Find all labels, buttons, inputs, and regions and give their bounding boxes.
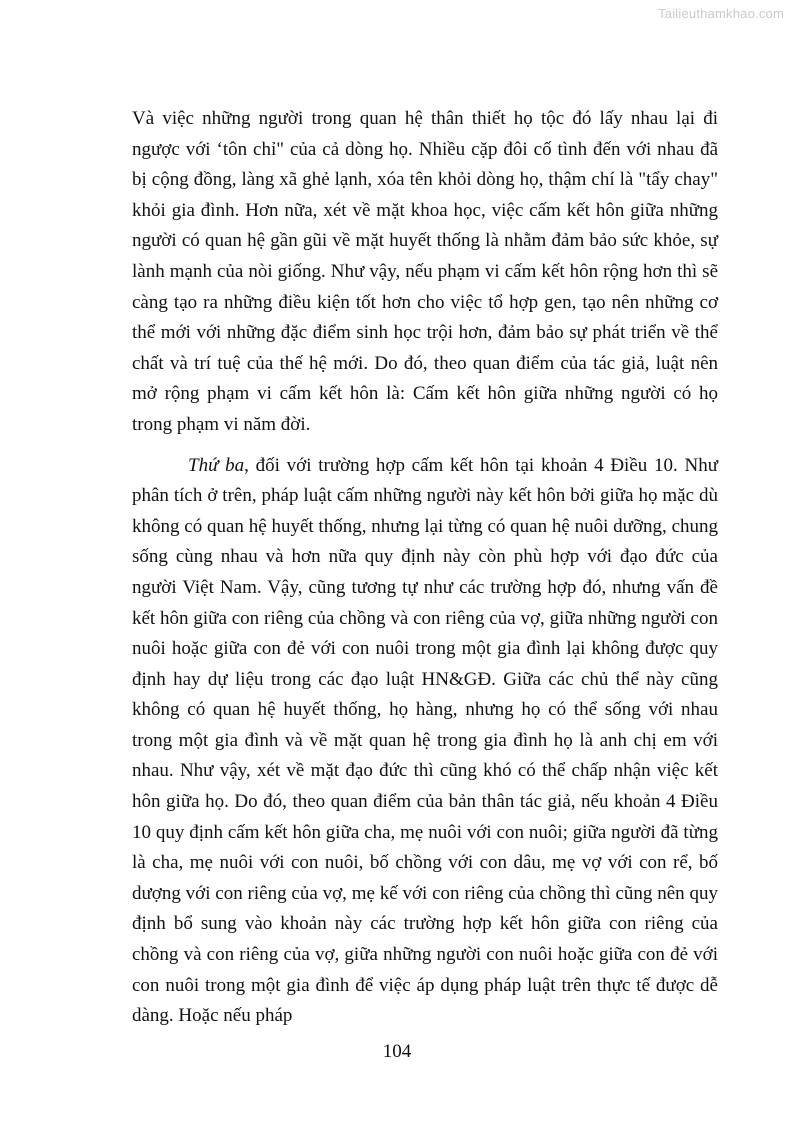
page-body	[132, 104, 718, 1032]
paragraph-1	[132, 104, 718, 441]
watermark-text: Tailieuthamkhao.com	[658, 6, 784, 21]
paragraph-2-text: , đối với trường hợp cấm kết hôn tại khoản 4 Điều 10. Như phân tích ở trên, pháp luật cấm những người này kết hôn bởi giữa họ mặc dù không có quan hệ huyết thống, nhưng lại từng có quan hệ nuôi dưỡng, chung sống cùng nhau và hơn nữa quy định này còn phù hợp với đạo đức của người Việt Nam. Vậy, cũng tương tự như các trường hợp đó, nhưng vấn đề kết hôn giữa con riêng của chồng và con riêng của vợ, giữa những người con nuôi hoặc giữa con đẻ với con nuôi trong một gia đình lại không được quy định hay dự liệu trong các đạo luật HN&GĐ. Giữa các chủ thể này cũng không có quan hệ huyết thống, họ hàng, nhưng họ có thể sống với nhau trong một gia đình và về mặt quan hệ trong gia đình họ là anh chị em với nhau. Như vậy, xét về mặt đạo đức thì cũng khó có thể chấp nhận việc kết hôn giữa họ. Do đó, theo quan điểm của bản thân tác giả, nếu khoản 4 Điều 10 quy định cấm kết hôn giữa cha, mẹ nuôi với con nuôi; giữa người đã từng là cha, mẹ nuôi với con nuôi, bố chồng với con dâu, mẹ vợ với con rể, bố dượng với con riêng của vợ, mẹ kế với con riêng của chồng thì cũng nên quy định bổ sung vào khoản này các trường hợp kết hôn giữa con riêng của chồng và con riêng của vợ, giữa những người con nuôi hoặc giữa con đẻ với con nuôi trong một gia đình để việc áp dụng pháp luật trên thực tế được dễ dàng. Hoặc nếu pháp	[132, 454, 718, 1027]
paragraph-2	[132, 451, 718, 1032]
page-number: 104	[382, 1041, 412, 1062]
paragraph-1-text: Và việc những người trong quan hệ thân thiết họ tộc đó lấy nhau lại đi ngược với ‘tôn chỉ" của cả dòng họ. Nhiều cặp đôi cố tình đến với nhau đã bị cộng đồng, làng xã ghẻ lạnh, xóa tên khỏi dòng họ, thậm chí là "tẩy chay" khỏi gia đình. Hơn nữa, xét về mặt khoa học, việc cấm kết hôn giữa những người có quan hệ gần gũi về mặt huyết thống là nhằm đảm bảo sức khỏe, sự lành mạnh của nòi giống. Như vậy, nếu phạm vi cấm kết hôn rộng hơn thì sẽ càng tạo ra những điều kiện tốt hơn cho việc tổ hợp gen, tạo nên những cơ thể mới với những đặc điểm sinh học trội hơn, đảm bảo sự phát triển về thể chất và trí tuệ của thế hệ mới. Do đó, theo quan điểm của tác giả, luật nên mở rộng phạm vi cấm kết hôn là: Cấm kết hôn giữa những người có họ trong phạm vi năm đời.	[132, 108, 718, 435]
paragraph-2-italic-lead: Thứ ba	[188, 454, 245, 476]
